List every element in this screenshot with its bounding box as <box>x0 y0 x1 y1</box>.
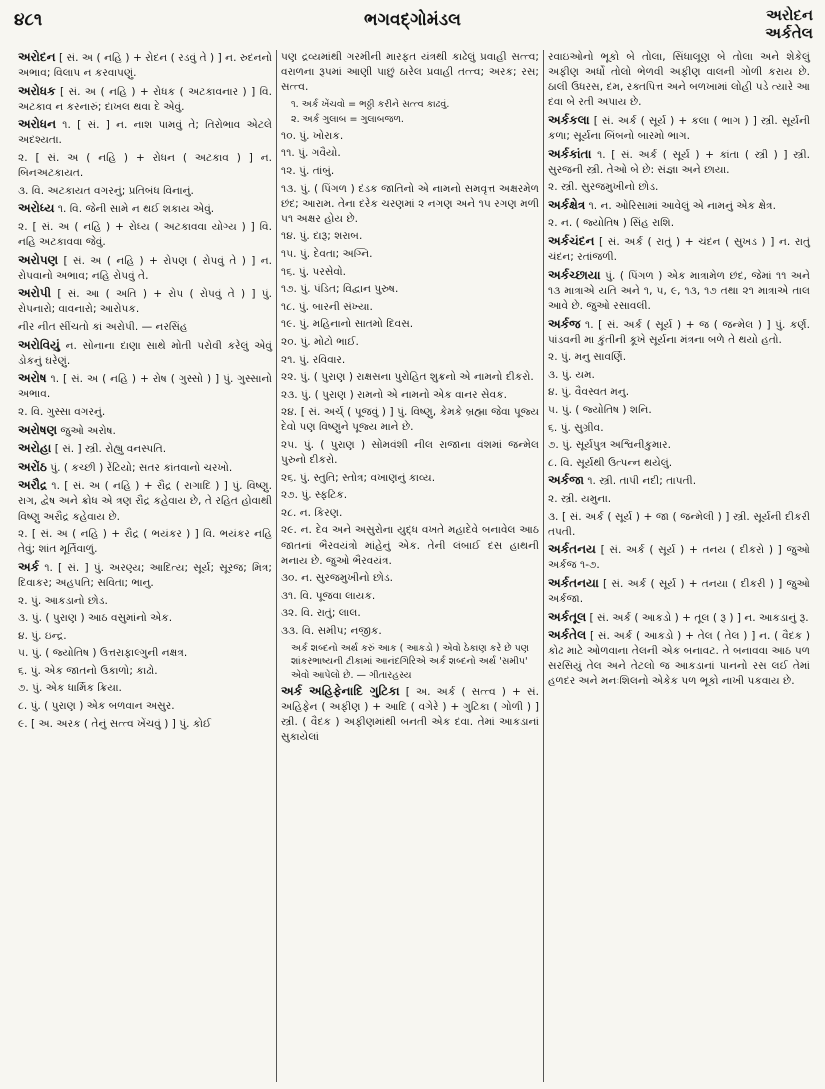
definition-text: [ સં. અર્ક ( આકડો ) + તૂલ ( રૂ ) ] ન. આકડાનું રૂ. <box>589 611 809 624</box>
definition-text: ૨. ન. ( જ્યોતિષ ) સિંહ રાશિ. <box>548 217 675 230</box>
definition-text: ૩૦. ન. સુરજમુખીનો છોડ. <box>281 572 394 585</box>
headword: અર્કચ્છાયા <box>548 267 601 282</box>
dictionary-entry <box>18 611 272 626</box>
definition-text: ૧. અર્ક ખેંચવો = ભઠ્ઠી કરીને સત્ત્વ કાઢવું. <box>291 98 450 110</box>
definition-text: ૧૩. પું. ( પિંગળ ) દંડક જાતિનો એ નામનો સમવૃત્ત અક્ષરમેળ છંદ; આરામ. તેના દરેક ચરણમાં ૨ નગણ અને ૧૫ રગણ મળી ૫૧ અક્ષર હોય છે. <box>281 182 539 225</box>
dictionary-entry <box>18 320 272 335</box>
definition-text: ૧. [ સં. ] પું. અરણ્ય; આદિત્ય; સૂર્ય; સૂરજ; મિત્ર; દિવાકર; અહપતિ; સવિતા; ભાનુ. <box>18 561 272 589</box>
headword: અરોધ્ય <box>18 201 55 216</box>
definition-text: ૨. પું. મનુ સાવર્ણિ. <box>548 351 627 364</box>
dictionary-entry <box>548 456 810 471</box>
dictionary-entry <box>281 182 539 227</box>
dictionary-entry <box>281 606 539 621</box>
dictionary-entry <box>18 338 272 369</box>
dictionary-entry <box>18 286 272 317</box>
definition-text: ૩. પું. યમ. <box>548 368 595 381</box>
usage-example <box>281 113 539 127</box>
definition-text: ૧૦. પું. ખોરાક. <box>281 129 344 142</box>
dictionary-entry <box>281 353 539 368</box>
dictionary-entry <box>18 646 272 661</box>
dictionary-entry <box>18 371 272 402</box>
dictionary-entry <box>548 492 810 507</box>
dictionary-entry <box>281 523 539 568</box>
dictionary-entry <box>18 253 272 284</box>
dictionary-entry <box>18 220 272 250</box>
definition-text: ૩. [ સં. અર્ક ( સૂર્ય ) + જા ( જન્મેલી ) ] સ્ત્રી. સૂર્યની દીકરી તપતી. <box>548 510 810 538</box>
dictionary-entry <box>548 147 810 178</box>
definition-text: ૧૧. પું. ગવૈયો. <box>281 147 341 160</box>
dictionary-entry <box>281 129 539 144</box>
dictionary-entry <box>281 684 539 745</box>
definition-text: ૧. ન. ઓરિસામાં આવેલું એ નામનું એક ક્ષેત્ર. <box>588 199 776 212</box>
definition-text: ૨. વિ. ગુસ્સા વગરનું. <box>18 405 106 418</box>
definition-text: ૩૨. વિ. રાતું; લાલ. <box>281 607 361 620</box>
definition-text: ૧૨. પું. તાંબું. <box>281 164 335 177</box>
definition-text: ૧. [ સં. અ ( નહિ ) + રૌદ્ર ( રાગાદિ ) ] પું. વિષ્ણુ. રાગ, દ્વેષ અને ક્રોધ એ ત્રણ રૌદ્ર કહેવાય છે, તે રહિત હોવાથી વિષ્ણુ અરૌદ્ર કહેવાય છે. <box>18 480 272 523</box>
definition-text: ૫. પું. ( જ્યોતિષ ) ઉત્તરાફાલ્ગુની નક્ષત્ર. <box>18 647 188 660</box>
definition-text: ૧૪. પું. દારૂ; શરાબ. <box>281 230 363 243</box>
dictionary-entry <box>281 624 539 639</box>
dictionary-entry <box>548 403 810 418</box>
definition-text: ૧. [ સં. અ ( નહિ ) + રોષ ( ગુસ્સો ) ] પું. ગુસ્સાનો અભાવ. <box>18 373 272 401</box>
headword: અર્કકાંતા <box>548 146 592 161</box>
definition-text: ૨. પું. આકડાનો છોડ. <box>18 594 108 607</box>
dictionary-entry <box>281 265 539 280</box>
definition-text: ૬. પું. એક જાતનો ઉકાળો; કાઢો. <box>18 664 158 677</box>
dictionary-entry <box>281 146 539 161</box>
dictionary-entry <box>548 234 810 265</box>
definition-text: ન. સોનાના દાણા સાથે મોતી પરોવી કરેલું એવું ડોકનું ઘરેણું. <box>18 339 272 367</box>
headword: અરોવિયું <box>18 337 60 352</box>
headword: અરોદન <box>18 50 56 64</box>
column-2 <box>276 50 544 1082</box>
definition-text: [ સં. આ ( અતિ ) + રોપ ( રોપવું તે ) ] પું. રોપનારો; વાવનારો; આરોપક. <box>18 288 272 316</box>
definition-text: ૬. પું. સુગ્રીવ. <box>548 421 604 434</box>
dictionary-entry <box>281 405 539 435</box>
guide-words <box>765 6 813 42</box>
headword: અર્કતેલ <box>548 628 587 643</box>
definition-text: જુઓ અરોષ. <box>60 424 116 437</box>
definition-text: ૧. સ્ત્રી. તાપી નદી; તાપતી. <box>587 475 697 488</box>
definition-text: ૩. પું. ( પુરાણ ) આઠ વસુમાંનો એક. <box>18 612 173 625</box>
definition-text: [ સં. અર્ક ( રાતું ) + ચંદન ( સુખડ ) ] ન. રાતું ચંદન; રતાંજળી. <box>548 236 810 264</box>
definition-text: ૨૮. ન. કિરણ. <box>281 506 343 519</box>
headword: અર્કતૂલ <box>548 609 587 624</box>
headword: અરોપણ <box>18 252 59 267</box>
definition-text: ૨૬. પું. સ્તુતિ; સ્તોત્ર; વખાણનું કાવ્ય. <box>281 471 436 484</box>
definition-text: ૧. [ સં. અર્ક ( સૂર્ય ) + કાંતા ( સ્ત્રી ) ] સ્ત્રી. સુરજની સ્ત્રી. તેઓ બે છે: સંજ્ઞા અને છાયા. <box>548 148 810 176</box>
definition-text: ૨. સ્ત્રી. યમુના. <box>548 492 612 505</box>
dictionary-entry <box>548 50 810 110</box>
dictionary-entry <box>281 589 539 604</box>
headword: અર્કતનય <box>548 542 596 557</box>
definition-text: ૪. પું. વૈવસ્વત મનુ. <box>548 386 630 399</box>
headword: અર્કક્ષેત્ર <box>548 197 586 212</box>
definition-text: [ સં. અર્ક ( સૂર્ય ) + તનય ( દીકરો ) ] જુઓ અર્કજ ૧-૭. <box>548 544 811 572</box>
dictionary-entry <box>548 421 810 436</box>
definition-text: [ સં. ] સ્ત્રી. રોહ્યુ વનસ્પતિ. <box>54 443 167 456</box>
definition-text: ૧. વિ. જેની સામે ન થઈ શકાય એવું. <box>57 203 215 216</box>
dictionary-entry <box>18 560 272 591</box>
definition-text: ૨. [ સં. અ ( નહિ ) + રૌદ્ર ( ભયંકર ) ] વિ. ભયંકર નહિ તેવું; શાંત મૂર્તિવાળું. <box>18 528 272 556</box>
definition-text: ૫. પું. ( જ્યોતિષ ) શનિ. <box>548 403 652 416</box>
column-3 <box>544 50 814 1082</box>
definition-text: ૨૦. પું. મોટો ભાઈ. <box>281 335 359 348</box>
dictionary-entry <box>548 610 810 626</box>
dictionary-entry <box>548 350 810 365</box>
dictionary-entry <box>18 629 272 644</box>
headword: અરોષ <box>18 371 47 386</box>
dictionary-entry <box>18 405 272 420</box>
definition-text: ૨૫. પું. ( પુરાણ ) સોમવંશી નીલ રાજાના વંશમાં જન્મેલ પુરુનો દીકરો. <box>281 438 539 467</box>
dictionary-entry <box>548 180 810 195</box>
dictionary-entry <box>18 151 272 181</box>
dictionary-entry <box>281 50 539 95</box>
dictionary-entry <box>18 460 272 476</box>
headword: અરોંઠ <box>18 459 47 474</box>
page-number: ૪૮૧ <box>14 10 43 30</box>
definition-text: ૧૮. પું. બારની સંખ્યા. <box>281 300 373 313</box>
dictionary-entry <box>548 438 810 453</box>
dictionary-entry <box>548 576 810 607</box>
dictionary-entry <box>548 368 810 383</box>
dictionary-entry <box>18 117 272 148</box>
definition-text: ૨૭. પું. સ્ફટિક. <box>281 489 348 502</box>
headword: અર્કજા <box>548 473 584 488</box>
definition-text: ૨૨. પું. ( પુરાણ ) રાક્ષસના પુરોહિત શુક્રનો એ નામનો દીકરો. <box>281 371 534 384</box>
definition-text: ૨૩. પું. ( પુરાણ ) રામનો એ નામનો એક વાનર સેવક. <box>281 388 508 401</box>
dictionary-entry <box>18 50 272 81</box>
definition-text: ૭. પું. સૂર્યપુત્ર અશ્વિનીકુમાર. <box>548 439 671 452</box>
definition-text: ૧૫. પું. દેવતા; અગ્નિ. <box>281 247 373 260</box>
dictionary-entry <box>281 471 539 486</box>
definition-text: ૭. પું. એક ધાર્મિક ક્રિયા. <box>18 682 122 695</box>
definition-text: ૨. [ સં. અ ( નહિ ) + રોધન ( અટકાવ ) ] ન. બિનઅટકાયત. <box>18 152 272 180</box>
dictionary-entry <box>18 478 272 524</box>
headword: અરોધન <box>18 117 57 132</box>
definition-text: ૧૭. પું. પંડિત; વિદ્વાન પુરુષ. <box>281 283 399 296</box>
dictionary-entry <box>18 717 272 732</box>
definition-text: અર્ક શબ્દનો અર્થ કરું આક ( આકડો ) એવો ઠેકાણ કરે છે પણ શાંકરભાષ્યની ટીકામાં આનંદગિરિએ અર્ક શબ્દનો અર્થ 'સમીપ' એવો આપેલો છે. — ગીતારહસ્ય <box>291 642 530 681</box>
guide-word-first: અરોદન <box>766 6 813 24</box>
dictionary-entry <box>548 385 810 400</box>
definition-text: [ સં. અર્ક ( સૂર્ય ) + કલા ( ભાગ ) ] સ્ત્રી. સૂર્યની કળા; સૂર્યના બિંબનો બારમો ભાગ. <box>548 114 810 142</box>
dictionary-entry <box>281 229 539 244</box>
definition-text: [ સં. અર્ક ( સૂર્ય ) + તનયા ( દીકરી ) ] જુઓ અર્કજા. <box>548 577 810 605</box>
definition-text: [ અ. અર્ક ( સત્ત્વ ) + સં. અહિફેન ( અફીણ ) + આદિ ( વગેરે ) + ગુટિકા ( ગોળી ) ] સ્ત્રી. ( વૈદક ) અફીણમાંથી બનતી એક દવા. તેમાં આકડાનાં સુકાયેલાં <box>281 686 539 744</box>
dictionary-entry <box>18 527 272 557</box>
headword: અરૌદ્ર <box>18 478 48 493</box>
dictionary-entry <box>548 113 810 144</box>
definition-text: નીર નીત સીંચતો કાં અરોપી. — નરસિંહ <box>18 321 188 333</box>
definition-text: ૨. સ્ત્રી. સુરજમુખીનો છોડ. <box>548 181 659 194</box>
dictionary-entry <box>18 681 272 696</box>
dictionary-entry <box>18 699 272 714</box>
definition-text: ૨૯. ન. દેવ અને અસુરોના યુદ્ધ વખતે મહાદેવે બનાવેલ આઠ જાતનાં ભૈરવયંત્રો માંહેનું એક. તેની લંબાઈ દસ હાથની મનાય છે. જુઓ ભૈરવયંત્ર. <box>281 524 539 567</box>
definition-text: ૧૬. પું. પરસેવો. <box>281 265 347 278</box>
headword: અર્કજ <box>548 316 581 331</box>
definition-text: પું. ( પિંગળ ) એક માત્રામેળ છંદ, જેમાં ૧૧ અને ૧૩ માત્રાએ યતિ અને ૧, ૫, ૯, ૧૩, ૧૭ તથા ૨૧ માત્રાએ તાલ આવે છે. જુઓ રસાવલી. <box>548 269 810 312</box>
dictionary-entry <box>18 441 272 457</box>
dictionary-entry <box>548 510 810 540</box>
definition-text: [ સં. અ ( નહિ ) + રોપણ ( રોપવું તે ) ] ન. રોપવાનો અભાવ; નહિ રોપવું તે. <box>18 254 272 282</box>
usage-example <box>281 642 539 683</box>
dictionary-entry <box>281 370 539 385</box>
definition-text: રવાઇઓનો ભૂકો બે તોલા, સિંધાલૂણ બે તોલા અને શેકેલું અફીણ અર્ધો તોલો ભેળવી અફીણ વાલની ગોળી કરાય છે. ઠાલી ઉધરસ, દમ, રક્તપિત્ત અને બળખામાં લોહી પડે ત્યારે આ દવા બે રતી અપાય છે. <box>548 51 810 109</box>
definition-text: ૩૩. વિ. સમીપ; નજીક. <box>281 625 382 637</box>
definition-text: ૧. [ સં. અર્ક ( સૂર્ય ) + જ ( જન્મેલ ) ] પું. કર્ણ. પાંડવની મા કુંતીની કૂખે સૂર્યના મંત્રના બળે તે થયો હતો. <box>548 318 811 346</box>
dictionary-entry <box>281 488 539 503</box>
dictionary-entry <box>281 388 539 403</box>
dictionary-entry <box>281 438 539 468</box>
dictionary-entry <box>18 184 272 199</box>
definition-text: ૧૯. પું. મહિનાનો સાતમો દિવસ. <box>281 318 414 331</box>
definition-text: [ સં. અર્ક ( આકડો ) + તેલ ( તેલ ) ] ન. ( વૈદક ) કોઢ માટે ઓળવાના તેલની એક બનાવટ. તે બનાવવા આઠ પળ સરસિયું તેલ અને તેટલો જ આકડાનાં પાનનો રસ લઈ તેમાં હળદર અને મનઃશિલનો એકેક પળ ભૂકો નાખી પકવાય છે. <box>548 630 810 688</box>
column-1 <box>14 50 276 1082</box>
definition-text: ૩૧. વિ. પૂજવા લાયક. <box>281 589 376 602</box>
dictionary-entry <box>18 594 272 609</box>
headword: અરોષણ <box>18 422 58 437</box>
dictionary-entry <box>18 423 272 439</box>
dictionary-entry <box>281 300 539 315</box>
headword: અર્કતનયા <box>548 575 599 590</box>
dictionary-entry <box>548 628 810 689</box>
dictionary-entry <box>281 317 539 332</box>
definition-text: ૨. અર્ક ગુલાબ = ગુલાબજળ. <box>291 114 404 126</box>
usage-example <box>281 98 539 112</box>
dictionary-columns <box>14 50 814 1082</box>
headword: અર્ક અહિફેનાદિ ગુટિકા <box>281 684 400 699</box>
headword: અર્કકલા <box>548 112 590 127</box>
dictionary-entry <box>18 664 272 679</box>
definition-text: ૪. પું. ઇન્દ્ર. <box>18 629 67 642</box>
definition-text: ૨૧. પું. રવિવાર. <box>281 353 346 366</box>
page-header <box>0 0 825 50</box>
headword: અરોપી <box>18 286 52 301</box>
headword: અરોધક <box>18 83 56 98</box>
definition-text: ૧. [ સં. ] ન. નાશ પામવું તે; તિરોભાવ એટલે અદશ્યતા. <box>18 119 272 147</box>
dictionary-entry <box>281 571 539 586</box>
dictionary-entry <box>281 247 539 262</box>
definition-text: ૨. [ સં. અ ( નહિ ) + રોધ્ય ( અટકાવવા યોગ્ય ) ] વિ. નહિ અટકાવવા જેવું. <box>18 220 272 249</box>
dictionary-entry <box>548 268 810 314</box>
definition-text: પણ દ્રવ્યમાંથી ગરમીની મારફત યંત્રથી કાઢેલું પ્રવાહી સત્ત્વ; વરાળના રૂપમાં આણી પાછું ઠારેલ પ્રવાહી તત્ત્વ; અરક; રસ; સત્ત્વ. <box>281 51 539 94</box>
definition-text: [ સં. અ ( નહિ ) + રોધક ( અટકાવનાર ) ] વિ. અટકાવ ન કરનારું; દાખલ થવા દે એવું. <box>18 85 272 113</box>
definition-text: ૮. પું. ( પુરાણ ) એક બળવાન અસુર. <box>18 700 175 713</box>
dictionary-entry <box>548 542 810 573</box>
definition-text: [ સં. અ ( નહિ ) + રોદન ( રડવું તે ) ] ન. રુદનનો અભાવ; વિલાપ ન કરવાપણું. <box>18 52 273 80</box>
guide-word-last: અર્કતેલ <box>765 24 813 42</box>
dictionary-entry <box>18 201 272 217</box>
dictionary-entry <box>548 473 810 489</box>
running-title: ભગવદ્ગોમંડલ <box>364 10 461 30</box>
dictionary-entry <box>548 216 810 231</box>
definition-text: ૩. વિ. અટકાયત વગરનું; પ્રતિબંધ વિનાનું. <box>18 184 194 197</box>
definition-text: પું. ( કચ્છી ) રેંટિયો; સતર કાંતવાનો ચરખો. <box>50 461 233 474</box>
dictionary-entry <box>548 198 810 214</box>
headword: અરોહા <box>18 441 52 456</box>
definition-text: ૯. [ અ. અરક ( તેનું સત્ત્વ ખેંચવું ) ] પું. કોઈ <box>18 717 212 730</box>
headword: અર્કચંદન <box>548 234 595 249</box>
dictionary-entry <box>281 335 539 350</box>
definition-text: ૨૪. [ સં. અર્ચ્ ( પૂજવું ) ] પું. વિષ્ણુ, કેમકે બ્રહ્મા જેવા પૂજ્ય દેવો પણ વિષ્ણુને પૂજ્ય માને છે. <box>281 406 539 434</box>
definition-text: ૮. વિ. સૂર્યથી ઉત્પન્ન થયેલું. <box>548 456 673 469</box>
dictionary-entry <box>548 317 810 348</box>
dictionary-entry <box>281 506 539 521</box>
dictionary-entry <box>18 84 272 115</box>
dictionary-entry <box>281 164 539 179</box>
headword: અર્ક <box>18 559 40 574</box>
dictionary-entry <box>281 282 539 297</box>
